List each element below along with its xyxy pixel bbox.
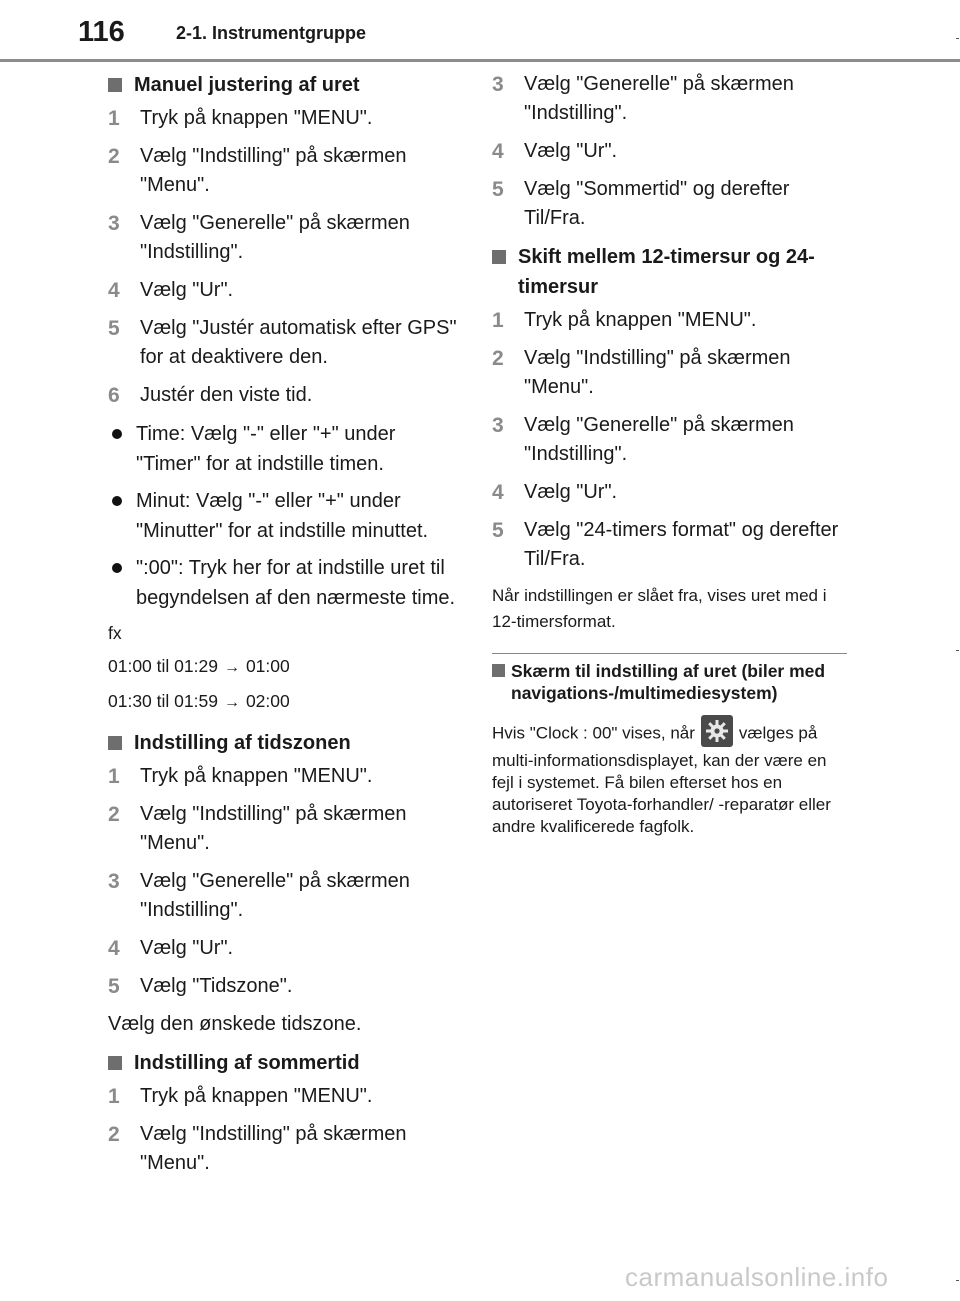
step-text: Vælg "Generelle" på skærmen "Indstilling". [140, 212, 410, 263]
step-list [108, 104, 458, 410]
step-item [108, 800, 458, 858]
square-bullet-icon [492, 250, 506, 264]
step-number: 5 [492, 178, 504, 201]
step-number: 4 [492, 140, 504, 163]
arrow-right-icon: → [223, 659, 240, 676]
step-item [492, 478, 847, 507]
step-number: 1 [492, 309, 504, 332]
info-text: Hvis "Clock : 00" vises, når [492, 723, 695, 743]
step-text: Vælg "Indstilling" på skærmen "Menu". [140, 145, 407, 196]
bullet-text: Time: Vælg "-" eller "+" under "Timer" for at indstille timen. [136, 423, 396, 475]
edge-mark [956, 1280, 959, 1281]
step-item [492, 411, 847, 469]
section-heading [108, 728, 458, 758]
step-item [492, 137, 847, 166]
edge-mark [956, 38, 959, 39]
right-column [492, 70, 847, 838]
bullet-text: ":00": Tryk her for at indstille uret til begyndelsen af den nærmeste time. [136, 557, 456, 609]
step-number: 2 [492, 347, 504, 370]
step-number: 2 [108, 1123, 120, 1146]
step-text: Justér den viste tid. [140, 384, 313, 406]
step-text: Vælg "Ur". [524, 140, 618, 162]
heading-text: Manuel justering af uret [134, 74, 360, 96]
bullet-list [108, 419, 458, 613]
step-number: 2 [108, 803, 120, 826]
step-text: Tryk på knappen "MENU". [140, 1085, 373, 1107]
step-item [108, 972, 458, 1001]
example-result: 02:00 [245, 691, 290, 711]
section-heading [108, 1048, 458, 1078]
step-item [108, 934, 458, 963]
bullet-dot-icon [112, 429, 122, 439]
example-range: 01:30 til 01:59 [108, 691, 218, 711]
step-list [492, 70, 847, 233]
gear-icon [701, 715, 733, 747]
page-number: 116 [78, 16, 125, 48]
info-box-text [492, 718, 847, 838]
step-text: Vælg "Generelle" på skærmen "Indstilling". [140, 870, 410, 921]
example-line [108, 653, 458, 681]
step-item [108, 1082, 458, 1111]
square-bullet-icon [492, 664, 505, 677]
step-text: Tryk på knappen "MENU". [140, 107, 373, 129]
step-text: Vælg "Indstilling" på skærmen "Menu". [140, 803, 407, 854]
heading-text: Indstilling af tidszonen [134, 732, 351, 754]
step-text: Vælg "Indstilling" på skærmen "Menu". [524, 347, 791, 398]
step-number: 6 [108, 384, 120, 407]
step-item [108, 381, 458, 410]
step-item [108, 1120, 458, 1178]
step-number: 1 [108, 1085, 120, 1108]
step-item [492, 344, 847, 402]
heading-text: Skærm til indstilling af uret (biler med navigations-/multimediesystem) [511, 661, 826, 703]
step-number: 5 [108, 975, 120, 998]
heading-text: Skift mellem 12-timersur og 24-timersur [518, 246, 815, 298]
step-number: 4 [492, 481, 504, 504]
info-box-heading [492, 660, 847, 704]
bullet-item [108, 486, 458, 546]
step-text: Vælg "Generelle" på skærmen "Indstilling". [524, 414, 794, 465]
step-text: Vælg "Sommertid" og derefter Til/Fra. [524, 178, 790, 229]
step-text: Vælg "Justér automatisk efter GPS" for at deaktivere den. [140, 317, 457, 368]
step-text: Vælg "Indstilling" på skærmen "Menu". [140, 1123, 407, 1174]
heading-text: Indstilling af sommertid [134, 1052, 360, 1074]
box-divider [492, 653, 847, 654]
section-heading [492, 242, 847, 302]
section-title: 2-1. Instrumentgruppe [176, 23, 367, 43]
section-heading [108, 70, 458, 100]
step-text: Vælg "Ur". [140, 279, 234, 301]
step-item [108, 104, 458, 133]
step-item [492, 175, 847, 233]
step-text: Tryk på knappen "MENU". [524, 309, 757, 331]
example-result: 01:00 [245, 656, 290, 676]
step-text: Vælg "Ur". [524, 481, 618, 503]
step-item [108, 762, 458, 791]
example-line [108, 688, 458, 716]
step-list [492, 306, 847, 574]
step-number: 4 [108, 279, 120, 302]
example-label: fx [108, 623, 122, 643]
square-bullet-icon [108, 736, 122, 750]
step-item [108, 209, 458, 267]
step-text: Vælg "Generelle" på skærmen "Indstilling". [524, 73, 794, 124]
header-divider [0, 59, 960, 62]
step-text: Vælg "Tidszone". [140, 975, 293, 997]
arrow-right-icon: → [223, 694, 240, 711]
step-text: Tryk på knappen "MENU". [140, 765, 373, 787]
step-item [492, 516, 847, 574]
square-bullet-icon [108, 1056, 122, 1070]
watermark: carmanualsonline.info [625, 1262, 889, 1292]
step-list [108, 1082, 458, 1178]
step-list [108, 762, 458, 1001]
bullet-dot-icon [112, 563, 122, 573]
step-item [108, 276, 458, 305]
step-number: 1 [108, 765, 120, 788]
step-item [108, 142, 458, 200]
step-item [108, 867, 458, 925]
step-text: Vælg "Ur". [140, 937, 234, 959]
step-number: 2 [108, 145, 120, 168]
step-number: 3 [108, 212, 120, 235]
bullet-item [108, 419, 458, 479]
left-column [108, 70, 458, 1187]
step-number: 4 [108, 937, 120, 960]
note-text: Når indstillingen er slået fra, vises uret med i 12-timersformat. [492, 586, 827, 631]
step-number: 3 [108, 870, 120, 893]
instruction-text: Vælg den ønskede tidszone. [108, 1013, 362, 1035]
bullet-item [108, 553, 458, 613]
step-item [492, 70, 847, 128]
step-number: 3 [492, 73, 504, 96]
bullet-text: Minut: Vælg "-" eller "+" under "Minutter" for at indstille minuttet. [136, 490, 429, 542]
step-item [492, 306, 847, 335]
step-number: 5 [492, 519, 504, 542]
step-number: 5 [108, 317, 120, 340]
step-number: 3 [492, 414, 504, 437]
step-number: 1 [108, 107, 120, 130]
info-text: vælges på multi-informationsdisplayet, kan der være en fejl i systemet. Få bilen efterset hos en autoriseret Toyota-forhandler/ -reparatør eller andre kvalificerede fagfolk. [492, 723, 831, 836]
edge-mark [956, 650, 959, 651]
step-item [108, 314, 458, 372]
page-header [0, 0, 960, 62]
step-text: Vælg "24-timers format" og derefter Til/Fra. [524, 519, 839, 570]
square-bullet-icon [108, 78, 122, 92]
example-range: 01:00 til 01:29 [108, 656, 218, 676]
bullet-dot-icon [112, 496, 122, 506]
